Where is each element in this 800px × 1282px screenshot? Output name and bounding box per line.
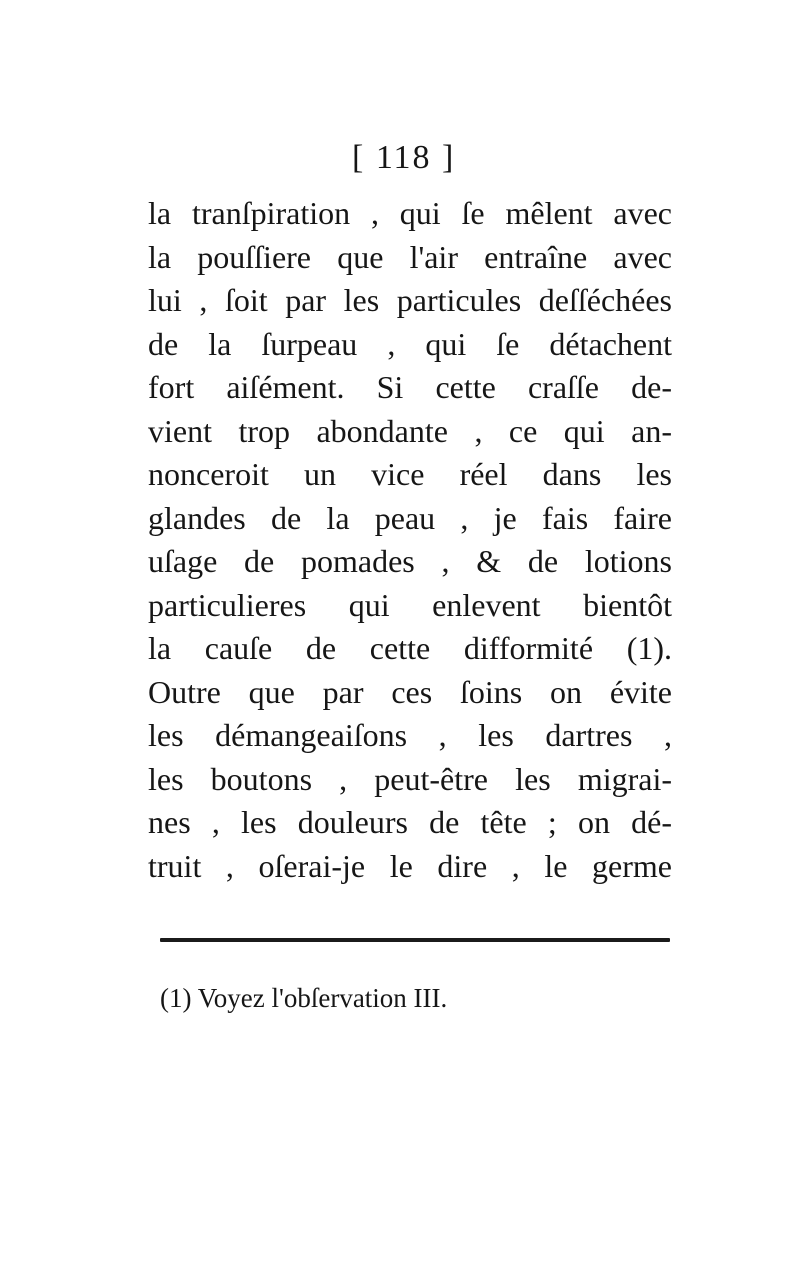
text-line: de la ſurpeau , qui ſe détachent [148, 325, 672, 362]
footnote-divider [160, 938, 670, 942]
text-line: la pouſſiere que l'air entraîne avec [148, 238, 672, 275]
text-line: truit , oſerai-je le dire , le germe [148, 847, 672, 884]
footnote: (1) Voyez l'obſervation III. [160, 983, 448, 1013]
text-line: particulieres qui enlevent bientôt [148, 586, 672, 623]
text-line: la tranſpiration , qui ſe mêlent avec [148, 195, 672, 231]
body-text [148, 192, 672, 888]
text-line: lui , ſoit par les particules deſſéchées [148, 282, 672, 318]
text-line: Outre que par ces ſoins on évite [148, 673, 672, 710]
text-line: nes , les douleurs de tête ; on dé- [148, 804, 672, 840]
text-line: les démangeaiſons , les dartres , [148, 717, 672, 753]
text-line: la cauſe de cette difformité (1). [148, 630, 672, 666]
text-line: vient trop abondante , ce qui an- [148, 412, 672, 449]
text-line: nonceroit un vice réel dans les [148, 456, 672, 492]
page-number: [ 118 ] [352, 139, 456, 176]
text-line: glandes de la peau , je fais faire [148, 499, 672, 536]
text-line: les boutons , peut-être les migrai- [148, 760, 672, 797]
text-line: uſage de pomades , & de lotions [148, 543, 672, 579]
text-line: fort aiſément. Si cette craſſe de- [148, 369, 672, 405]
